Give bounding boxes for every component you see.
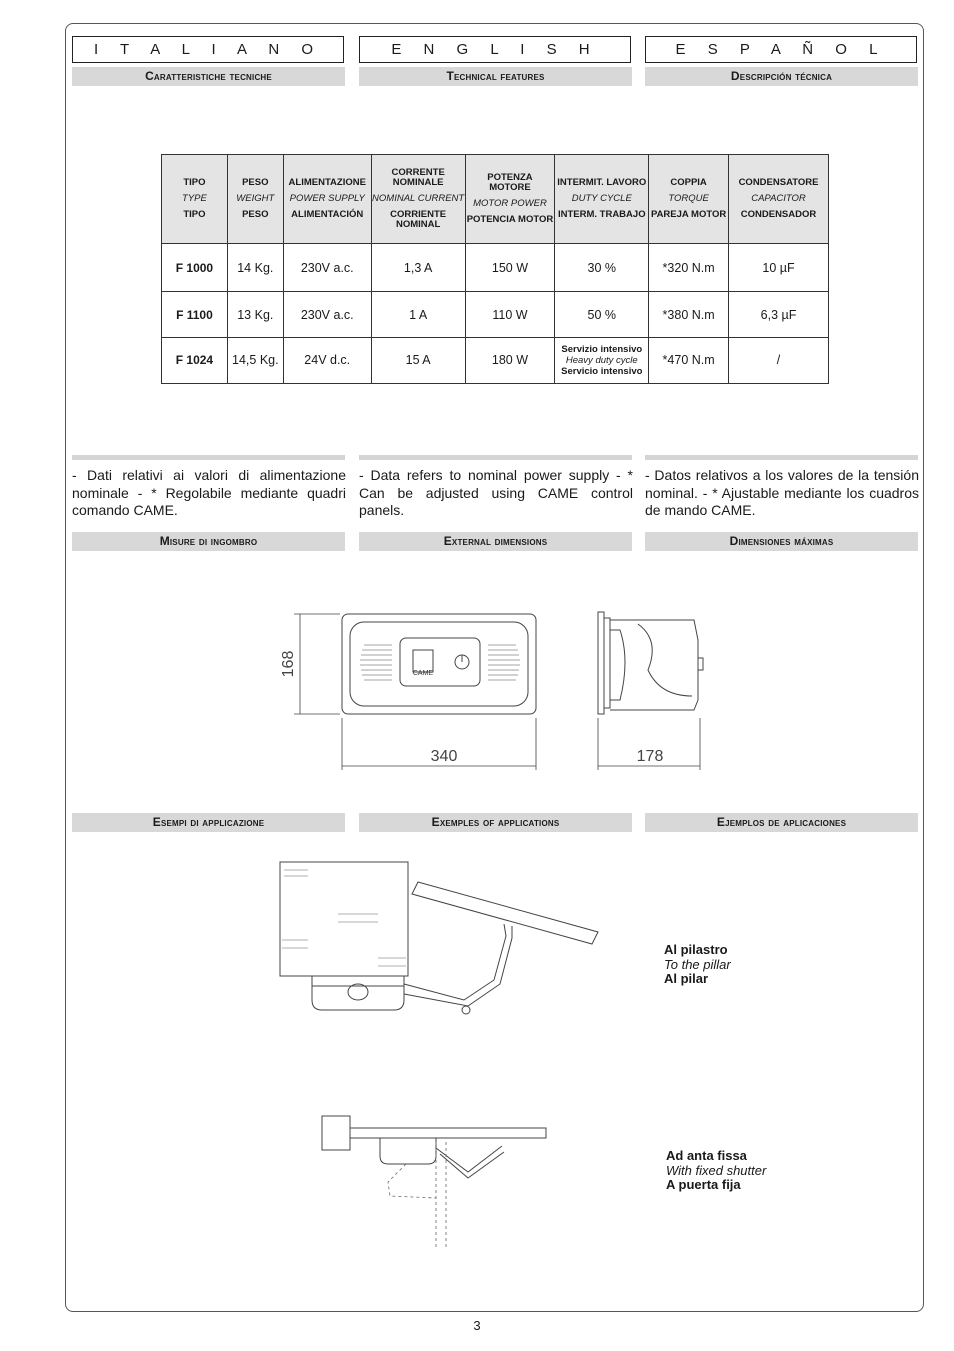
page-number: 3 <box>473 1318 481 1333</box>
section-dimensions-it: Misure di ingombro <box>72 532 345 551</box>
section-dimensions-en: External dimensions <box>359 532 632 551</box>
cell-current: 1 A <box>371 292 465 337</box>
table-row <box>162 244 829 292</box>
cell-weight: 14,5 Kg. <box>227 337 283 383</box>
section-applications-it: Esempi di applicazione <box>72 813 345 832</box>
cell-duty: 50 % <box>555 292 649 337</box>
language-header-spanish: E S P A Ñ O L <box>645 36 917 63</box>
language-header-english: E N G L I S H <box>359 36 631 63</box>
note-it: - Dati relativi ai valori di alimentazione nominale - * Regolabile mediante quadri comando CAME. <box>72 467 346 518</box>
technical-spec-table <box>161 154 829 384</box>
cell-model: F 1024 <box>162 337 228 383</box>
header-motor-power: POTENZA MOTORE MOTOR POWER POTENCIA MOTOR <box>465 155 555 244</box>
section-technical-it: Caratteristiche tecniche <box>72 67 345 86</box>
section-applications-en: Exemples of applications <box>359 813 632 832</box>
cell-current: 1,3 A <box>371 244 465 292</box>
section-applications-es: Ejemplos de aplicaciones <box>645 813 918 832</box>
cell-supply: 230V a.c. <box>283 292 371 337</box>
cell-duty: Servizio intensivo Heavy duty cycle Servicio intensivo <box>555 337 649 383</box>
application-label-pillar: Al pilastro To the pillar Al pilar <box>664 942 731 986</box>
section-technical-es: Descripción técnica <box>645 67 918 86</box>
table-row <box>162 292 829 337</box>
divider-bar-en <box>359 455 632 460</box>
cell-capacitor: 10 µF <box>729 244 829 292</box>
cell-model: F 1000 <box>162 244 228 292</box>
header-nominal-current: CORRENTE NOMINALE NOMINAL CURRENT CORRIENTE NOMINAL <box>371 155 465 244</box>
note-es: - Datos relativos a los valores de la tensión nominal. - * Ajustable mediante los cuadros de mando CAME. <box>645 467 919 518</box>
header-capacitor: CONDENSATORE CAPACITOR CONDENSADOR <box>729 155 829 244</box>
table-row <box>162 337 829 383</box>
header-duty-cycle: INTERMIT. LAVORO DUTY CYCLE INTERM. TRABAJO <box>555 155 649 244</box>
cell-current: 15 A <box>371 337 465 383</box>
cell-duty: 30 % <box>555 244 649 292</box>
language-header-italian: I T A L I A N O <box>72 36 344 63</box>
cell-power: 180 W <box>465 337 555 383</box>
brand-logo-label: CAME <box>412 670 434 677</box>
divider-bar-it <box>72 455 345 460</box>
header-torque: COPPIA TORQUE PAREJA MOTOR <box>649 155 729 244</box>
cell-torque: *470 N.m <box>649 337 729 383</box>
header-type: TIPO TYPE TIPO <box>162 155 228 244</box>
side-view-drawing <box>590 600 710 780</box>
cell-supply: 230V a.c. <box>283 244 371 292</box>
front-view-drawing <box>280 600 550 780</box>
section-technical-en: Technical features <box>359 67 632 86</box>
cell-power: 150 W <box>465 244 555 292</box>
cell-weight: 13 Kg. <box>227 292 283 337</box>
note-en: - Data refers to nominal power supply - * Can be adjusted using CAME control panels. <box>359 467 633 518</box>
application-label-fixed-shutter: Ad anta fissa With fixed shutter A puerta fija <box>666 1148 767 1192</box>
section-dimensions-es: Dimensiones máximas <box>645 532 918 551</box>
dimension-width-label: 340 <box>430 748 458 765</box>
dimension-height-label: 168 <box>280 650 297 678</box>
cell-torque: *320 N.m <box>649 244 729 292</box>
cell-model: F 1100 <box>162 292 228 337</box>
cell-capacitor: / <box>729 337 829 383</box>
cell-power: 110 W <box>465 292 555 337</box>
divider-bar-es <box>645 455 918 460</box>
header-weight: PESO WEIGHT PESO <box>227 155 283 244</box>
dimension-depth-label: 178 <box>636 748 664 765</box>
fixed-shutter-application-drawing <box>318 1112 550 1252</box>
cell-supply: 24V d.c. <box>283 337 371 383</box>
cell-torque: *380 N.m <box>649 292 729 337</box>
header-power-supply: ALIMENTAZIONE POWER SUPPLY ALIMENTACIÓN <box>283 155 371 244</box>
cell-capacitor: 6,3 µF <box>729 292 829 337</box>
table-header-row <box>162 155 829 244</box>
pillar-application-drawing <box>278 860 608 1020</box>
cell-weight: 14 Kg. <box>227 244 283 292</box>
